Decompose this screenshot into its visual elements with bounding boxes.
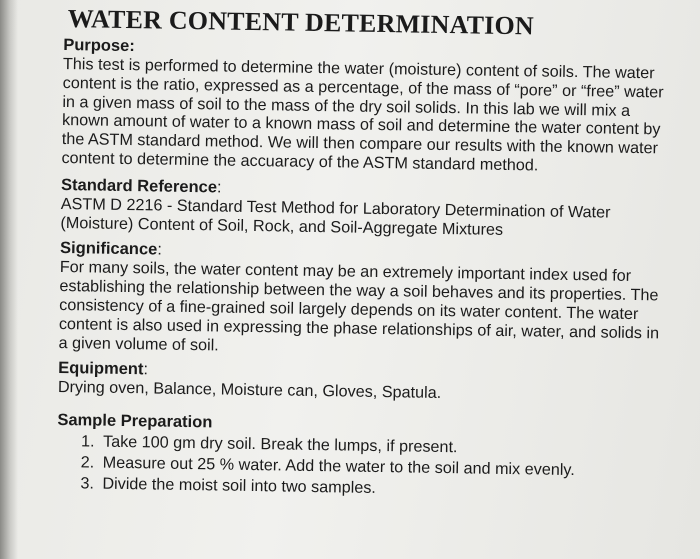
reference-heading-text: Standard Reference (60, 175, 218, 197)
page-edge-shadow (0, 0, 18, 559)
significance-section (58, 239, 670, 362)
equipment-text: Drying oven, Balance, Moisture can, Gloves, Spatula. (57, 378, 442, 403)
equipment-heading: Equipment: (58, 359, 149, 379)
document-title: WATER CONTENT DETERMINATION (67, 4, 535, 41)
step-number: 1. (80, 432, 95, 451)
sample-preparation-steps (56, 431, 667, 504)
document-page (56, 0, 674, 504)
equipment-heading-text: Equipment (58, 359, 144, 379)
step-number: 3. (80, 474, 95, 493)
step-text: Measure out 25 % water. Add the water to the soil and mix evenly. (102, 453, 575, 480)
step-number: 2. (80, 453, 95, 472)
significance-heading-text: Significance (59, 239, 158, 259)
sample-preparation-heading: Sample Preparation (57, 411, 213, 432)
reference-heading: Standard Reference: (60, 175, 222, 197)
purpose-section (61, 36, 673, 177)
step-text: Take 100 gm dry soil. Break the lumps, if present. (102, 432, 458, 457)
reference-text: ASTM D 2216 - Standard Test Method for Laboratory Determination of Water (Moisture) Content of Soil, Rock, and Soil-Aggregate Mixtures (60, 194, 611, 239)
purpose-text: This test is performed to determine the water (moisture) content of soils. The water content is the ratio, expressed as a percentage, of the mass of “pore” or “free” water in a given mass of soil to the mass of the dry soil solids. In this lab we will mix a known amount of water to a known mass of soil and determine the water content by the ASTM standard method. We will then compare our results with the known water content to determine the accuaracy of the ASTM standard method. (61, 54, 664, 175)
purpose-heading: Purpose: (63, 35, 135, 56)
significance-heading: Significance: (59, 239, 163, 259)
significance-text: For many soils, the water content may be an extremely important index used for establishing the relationship between the way a soil behaves and its properties. The consistency of a fine-grained soil largely depends on its water content. The water content is also used in expressing the phase relationships of air, water, and solids in a given volume of soil. (58, 258, 660, 355)
equipment-section (58, 359, 669, 406)
sample-preparation-section (56, 411, 667, 504)
purpose-heading-text: Purpose (63, 35, 130, 56)
reference-section (60, 176, 671, 242)
step-text: Divide the moist soil into two samples. (102, 474, 377, 498)
